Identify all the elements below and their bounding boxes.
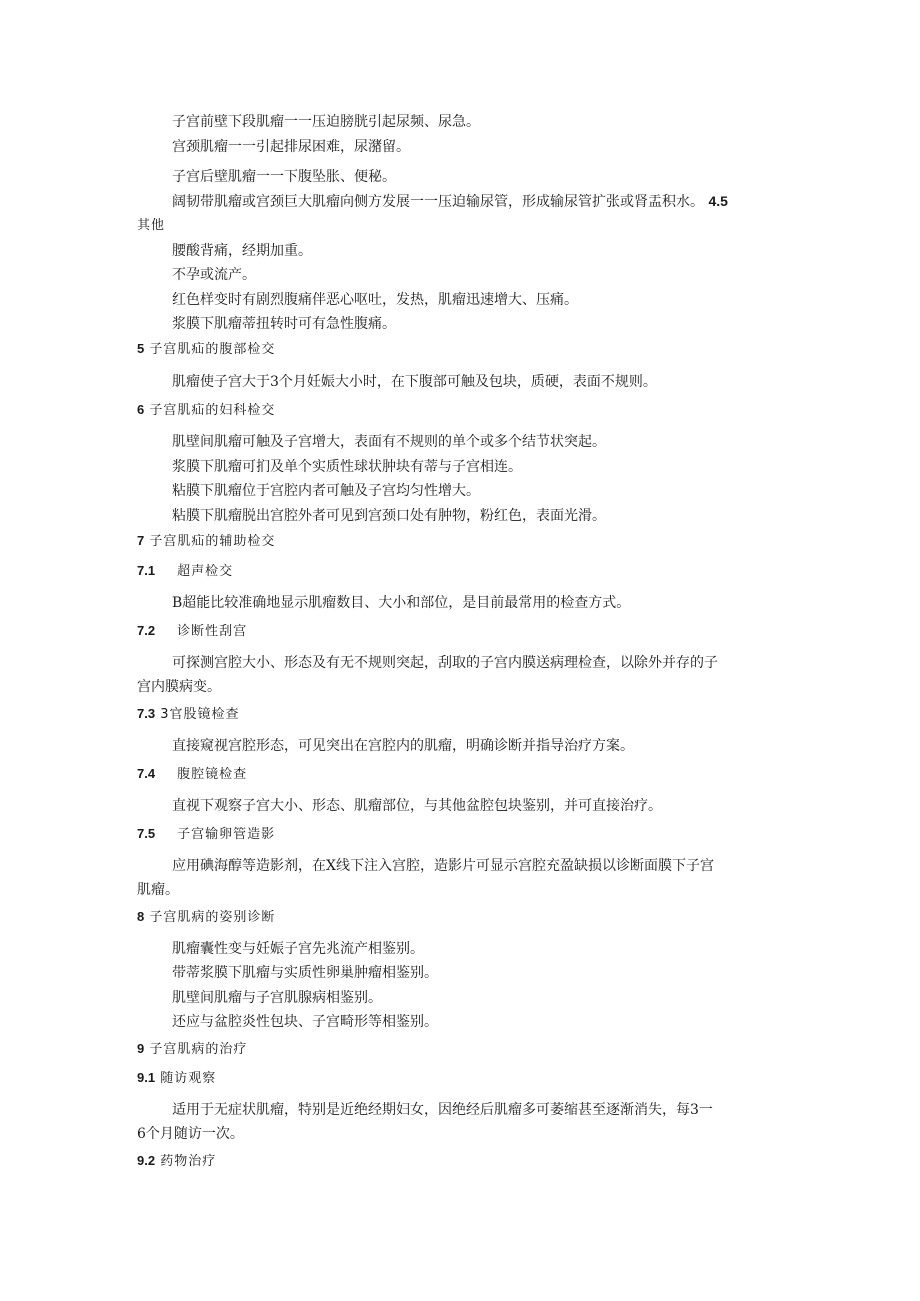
section-heading: 其他 (137, 218, 166, 233)
section-number: 7.5 (137, 826, 156, 841)
section-number: 9.2 (137, 1153, 156, 1168)
subsection-heading (137, 621, 247, 642)
section-title: 子宫肌病的治疗 (149, 1042, 248, 1057)
subsection-heading (137, 1151, 216, 1172)
section-title: 子宫肌病的姿别诊断 (149, 910, 276, 925)
subsection-heading (137, 704, 240, 725)
section-number: 9.1 (137, 1070, 156, 1085)
paragraph-line: 直接窥视宫腔形态，可见突出在宫腔内的肌瘤，明确诊断并指导治疗方案。 (172, 738, 634, 754)
section-heading (137, 339, 275, 360)
subsection-heading (137, 824, 275, 845)
section-number: 7.1 (137, 563, 156, 578)
paragraph-line: 带蒂浆膜下肌瘤与实质性卵巢肿瘤相鉴别。 (172, 965, 438, 981)
paragraph-text: 阔韧带肌瘤或宫颈巨大肌瘤向侧方发展一一压迫输尿管，形成输尿管扩张或肾盂积水。 (172, 194, 704, 210)
paragraph-line: 宫颈肌瘤一一引起排尿困难，尿潴留。 (172, 139, 410, 155)
paragraph-line: 肌壁间肌瘤可触及子宫增大，表面有不规则的单个或多个结节状突起。 (172, 434, 606, 450)
section-number: 5 (137, 341, 145, 356)
paragraph-line: 还应与盆腔炎性包块、子宫畸形等相鉴别。 (172, 1014, 438, 1030)
subsection-heading (137, 764, 247, 785)
section-number: 6 (137, 402, 145, 417)
paragraph-line: 子宫后壁肌瘤一一下腹坠胀、便秘。 (172, 169, 396, 185)
paragraph-line: 不孕或流产。 (172, 267, 256, 283)
paragraph-line: 浆膜下肌瘤蒂扭转时可有急性腹痛。 (172, 316, 396, 332)
section-title: 腹腔镜检查 (177, 767, 248, 782)
section-number: 7 (137, 533, 145, 548)
section-number: 8 (137, 909, 145, 924)
paragraph-line: 宫内膜病变。 (137, 679, 221, 695)
section-title: 超声检交 (177, 564, 234, 579)
subsection-heading (137, 1068, 216, 1089)
section-heading (137, 907, 275, 928)
paragraph-line: 粘膜下肌瘤位于宫腔内者可触及子宫均匀性增大。 (172, 483, 480, 499)
section-title: 子宫输卵管造影 (177, 827, 276, 842)
subsection-heading (137, 561, 233, 582)
section-title: 子宫肌疝的腹部检交 (149, 342, 276, 357)
section-heading (137, 1039, 247, 1060)
section-title: 子宫肌疝的妇科检交 (149, 403, 276, 418)
paragraph-line: 腰酸背痛，经期加重。 (172, 243, 312, 259)
section-title: 子宫肌疝的辅助检交 (149, 534, 276, 549)
paragraph-line: 红色样变时有剧烈腹痛伴恶心呕吐，发热，肌瘤迅速增大、压痛。 (172, 292, 578, 308)
section-number: 9 (137, 1041, 145, 1056)
paragraph-line: B超能比较准确地显示肌瘤数目、大小和部位，是目前最常用的检查方式。 (172, 595, 631, 611)
paragraph-line: 肌壁间肌瘤与子宫肌腺病相鉴别。 (172, 990, 382, 1006)
paragraph-line: 肌瘤。 (137, 882, 179, 898)
section-number: 7.2 (137, 623, 156, 638)
section-number: 4.5 (708, 193, 728, 209)
paragraph-line: 应用碘海醇等造影剂，在X线下注入宫腔，造影片可显示宫腔充盈缺损以诊断面膜下子宫 (172, 858, 714, 874)
paragraph-line: 子宫前壁下段肌瘤一一压迫膀胱引起尿频、尿急。 (172, 114, 480, 130)
paragraph-line: 6个月随访一次。 (137, 1126, 244, 1142)
paragraph-line: 粘膜下肌瘤脱出宫腔外者可见到宫颈口处有肿物，粉红色，表面光滑。 (172, 508, 606, 524)
paragraph-line: 肌瘤囊性变与妊娠子宫先兆流产相鉴别。 (172, 941, 424, 957)
section-title: 诊断性刮宫 (177, 624, 248, 639)
section-title: 随访观察 (160, 1071, 217, 1086)
section-title: 3官股镜检查 (160, 707, 240, 722)
paragraph-line: 浆膜下肌瘤可扪及单个实质性球状肿块有蒂与子宫相连。 (172, 459, 522, 475)
paragraph-line: 适用于无症状肌瘤，特别是近绝经期妇女，因绝经后肌瘤多可萎缩甚至逐渐消失，每3一 (172, 1102, 713, 1118)
paragraph-line (172, 191, 728, 212)
paragraph-line: 肌瘤使子宫大于3个月妊娠大小时，在下腹部可触及包块，质硬，表面不规则。 (172, 374, 657, 390)
paragraph-line: 直视下观察子宫大小、形态、肌瘤部位，与其他盆腔包块鉴别，并可直接治疗。 (172, 798, 662, 814)
section-number: 7.4 (137, 766, 156, 781)
section-heading (137, 531, 275, 552)
paragraph-line: 可探测宫腔大小、形态及有无不规则突起，刮取的子宫内膜送病理检查，以除外并存的子 (172, 655, 718, 671)
section-number: 7.3 (137, 706, 156, 721)
section-heading (137, 400, 275, 421)
section-title: 药物治疗 (160, 1154, 217, 1169)
